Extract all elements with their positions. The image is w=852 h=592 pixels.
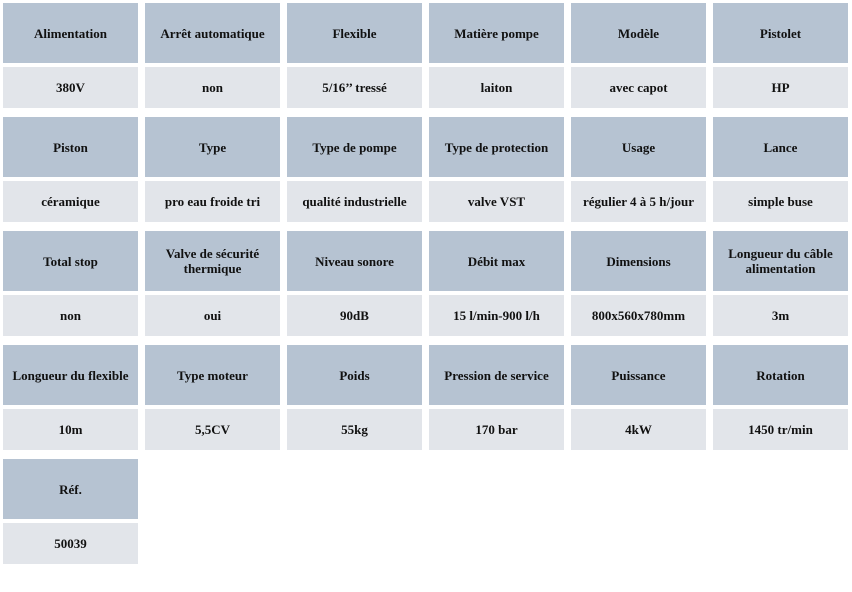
spec-label: Type de pompe xyxy=(287,117,422,177)
spec-label: Type xyxy=(145,117,280,177)
spec-value: 380V xyxy=(3,67,138,108)
spec-label: Piston xyxy=(3,117,138,177)
spec-cell-lance xyxy=(713,117,848,222)
spec-value: 50039 xyxy=(3,523,138,564)
spec-cell-dimensions xyxy=(571,231,706,336)
spec-label: Alimentation xyxy=(3,3,138,63)
spec-value: 5,5CV xyxy=(145,409,280,450)
spec-row xyxy=(3,345,848,450)
spec-label: Type de protection xyxy=(429,117,564,177)
spec-cell-flexible xyxy=(287,3,422,108)
spec-row xyxy=(3,3,848,108)
spec-cell-matiere-pompe xyxy=(429,3,564,108)
spec-cell-piston xyxy=(3,117,138,222)
spec-label: Débit max xyxy=(429,231,564,291)
spec-value: avec capot xyxy=(571,67,706,108)
spec-label: Arrêt automatique xyxy=(145,3,280,63)
spec-cell-type-de-pompe xyxy=(287,117,422,222)
spec-label: Pression de service xyxy=(429,345,564,405)
spec-label: Modèle xyxy=(571,3,706,63)
spec-value: non xyxy=(3,295,138,336)
spec-label: Type moteur xyxy=(145,345,280,405)
spec-cell-arret-automatique xyxy=(145,3,280,108)
spec-label: Valve de sécurité thermique xyxy=(145,231,280,291)
spec-cell-total-stop xyxy=(3,231,138,336)
spec-label: Longueur du câble alimentation xyxy=(713,231,848,291)
spec-label: Rotation xyxy=(713,345,848,405)
spec-row xyxy=(3,459,848,564)
spec-cell-longueur-cable xyxy=(713,231,848,336)
spec-value: 55kg xyxy=(287,409,422,450)
spec-label: Dimensions xyxy=(571,231,706,291)
spec-cell-modele xyxy=(571,3,706,108)
spec-value: 3m xyxy=(713,295,848,336)
spec-value: simple buse xyxy=(713,181,848,222)
spec-label: Réf. xyxy=(3,459,138,519)
spec-row xyxy=(3,231,848,336)
spec-cell-puissance xyxy=(571,345,706,450)
spec-cell-pistolet xyxy=(713,3,848,108)
spec-value: céramique xyxy=(3,181,138,222)
spec-cell-longueur-flexible xyxy=(3,345,138,450)
spec-value: 10m xyxy=(3,409,138,450)
spec-value: valve VST xyxy=(429,181,564,222)
spec-label: Puissance xyxy=(571,345,706,405)
spec-cell-niveau-sonore xyxy=(287,231,422,336)
spec-value: 15 l/min-900 l/h xyxy=(429,295,564,336)
spec-value: 170 bar xyxy=(429,409,564,450)
spec-label: Usage xyxy=(571,117,706,177)
spec-value: 90dB xyxy=(287,295,422,336)
spec-value: qualité industrielle xyxy=(287,181,422,222)
spec-cell-type-de-protection xyxy=(429,117,564,222)
spec-value: 1450 tr/min xyxy=(713,409,848,450)
spec-value: laiton xyxy=(429,67,564,108)
spec-value: 800x560x780mm xyxy=(571,295,706,336)
spec-value: régulier 4 à 5 h/jour xyxy=(571,181,706,222)
spec-label: Longueur du flexible xyxy=(3,345,138,405)
spec-cell-rotation xyxy=(713,345,848,450)
spec-cell-type-moteur xyxy=(145,345,280,450)
spec-label: Lance xyxy=(713,117,848,177)
spec-value: pro eau froide tri xyxy=(145,181,280,222)
spec-value: 4kW xyxy=(571,409,706,450)
spec-cell-ref xyxy=(3,459,138,564)
spec-label: Flexible xyxy=(287,3,422,63)
spec-cell-valve-securite xyxy=(145,231,280,336)
spec-cell-poids xyxy=(287,345,422,450)
spec-value: non xyxy=(145,67,280,108)
spec-cell-type xyxy=(145,117,280,222)
spec-label: Total stop xyxy=(3,231,138,291)
spec-label: Poids xyxy=(287,345,422,405)
spec-value: 5/16’’ tressé xyxy=(287,67,422,108)
spec-cell-pression-service xyxy=(429,345,564,450)
spec-cell-debit-max xyxy=(429,231,564,336)
spec-value: oui xyxy=(145,295,280,336)
spec-table xyxy=(3,3,848,573)
spec-label: Matière pompe xyxy=(429,3,564,63)
spec-label: Niveau sonore xyxy=(287,231,422,291)
spec-row xyxy=(3,117,848,222)
spec-cell-usage xyxy=(571,117,706,222)
spec-label: Pistolet xyxy=(713,3,848,63)
spec-value: HP xyxy=(713,67,848,108)
spec-cell-alimentation xyxy=(3,3,138,108)
